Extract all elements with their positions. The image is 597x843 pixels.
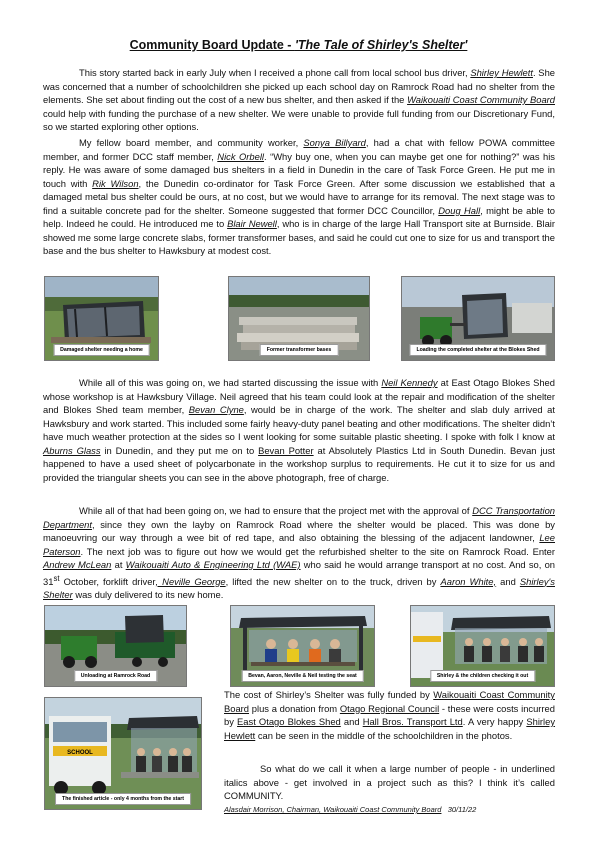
underlined-name: Hall Bros. Transport Ltd [362, 716, 463, 727]
story-paragraph-1 [43, 66, 555, 134]
underlined-name: Blair Newell [227, 218, 277, 229]
text-run: My fellow board member, and community worker, [79, 137, 304, 148]
text-run: - these were costs incurred by [224, 702, 555, 727]
text-run: and [496, 575, 520, 587]
caption-transformer-bases: Former transformer bases [260, 344, 339, 356]
text-run: can be seen in the middle of the schoolchildren in the photos. [255, 729, 513, 741]
caption-loading-shelter: Loading the completed shelter at the Blokes Shed [409, 344, 546, 356]
text-run: , would be in charge of the work. The shelter and slab duly arrived at Hawksbury and work started. This included some fairly heavy-duty panel beating and other modifications. The shelter didn’t have much weather protection at the sides so I went looking for some suitable plastic sheeting. I spoke with folk I know at [43, 404, 556, 442]
text-run: was duly delivered to its new home. [72, 589, 224, 601]
caption-children-checking: Shirley & the children checking it out [430, 670, 535, 682]
text-run: . The next job was to figure out how we would get the refurbished shelter to the site on Ramrock Road. Enter [80, 545, 555, 557]
bus-school-sign: SCHOOL [67, 750, 93, 756]
underlined-name: Bevan Potter [258, 444, 314, 456]
underlined-name: , Neville George [155, 575, 226, 587]
story-paragraph-2 [43, 136, 555, 258]
text-run: This story started back in early July when I received a phone call from local school bus driver, [79, 67, 471, 78]
text-run: , might be able to help. Indeed he could. He introduced me to [43, 204, 556, 229]
text-run: The cost of Shirley’s Shelter was fully funded by [224, 689, 434, 700]
photo-children-checking [410, 605, 555, 687]
text-run: . “Why buy one, when you can maybe get one for nothing?” was his reply. He was aware of some damaged bus shelters in a field in Dunedin in the care of Task Force Green. He put me in touch with [43, 150, 555, 189]
underlined-name: Shirley Hewlett [470, 67, 533, 78]
text-run: October, forklift driver [59, 575, 156, 587]
text-run: While all of that had been going on, we had to ensure that the project met with the approval of [79, 505, 473, 516]
signature-line [224, 805, 476, 814]
photo-loading-shelter [401, 276, 555, 361]
caption-finished-article: The finished article - only 4 months from the start [55, 793, 191, 805]
text-run: and [340, 716, 363, 727]
photo-finished-article [44, 697, 202, 810]
underlined-name: Sonya Billyard [303, 137, 366, 148]
signature-text: Alasdair Morrison, Chairman, Waikouaiti Coast Community Board [224, 805, 442, 814]
underlined-name: Shirley's Shelter [43, 575, 555, 601]
text-run: . She was concerned that a number of schoolchildren she picked up each school day on Ramrock Road had no shelter from the elements. She set about finding out the cost of a new bus shelter, and then asked if the [43, 67, 555, 105]
underlined-name: Aaron White, [440, 575, 497, 587]
caption-damaged-shelter: Damaged shelter needing a home [53, 344, 150, 356]
text-run: , had a chat with fellow POWA committee member, and former DCC staff member, [43, 137, 556, 162]
underlined-name: Waikouaiti Auto & Engineering Ltd (WAE) [125, 559, 301, 570]
photo-unloading [44, 605, 187, 687]
caption-testing-seat: Bevan, Aaron, Neville & Neil testing the seat [241, 670, 364, 682]
photo-transformer-bases [228, 276, 370, 361]
text-run: While all of this was going on, we had started discussing the issue with [79, 377, 382, 388]
text-run: , who is in charge of the large Hall Transport site at Burnside. Blair showed me some large concrete slabs, former transformer bases, and said he could cut one to size for us and transport the base and the bus shelter to Hawksbury at modest cost. [43, 218, 555, 256]
text-run: at Absolutely Plastics Ltd in South Dunedin. Bevan just happened to have a used sheet of polycarbonate in the workshop surplus to requirements. He cut it to size for us and provided the triangular sheets you can see in the above photograph, free of charge. [43, 444, 556, 483]
text-run: at East Otago Blokes Shed whose workshop is at Hawksbury Village. Neil agreed that his team could look at the repair and modification of the shelter and Blokes Shed team member, [43, 377, 555, 415]
story-paragraph-4 [43, 504, 555, 602]
underlined-name: Lee Paterson [43, 532, 555, 557]
signature-date: 30/11/22 [447, 805, 477, 814]
underlined-name: Rik Wilson [92, 177, 139, 189]
underlined-name: Bevan Clyne [188, 404, 244, 415]
text-run: in Dunedin, and they put me on to [100, 444, 259, 456]
underlined-name: Andrew McLean [43, 559, 112, 570]
text-run: plus a donation from [249, 702, 340, 714]
underlined-name: Otago Regional Council [339, 702, 440, 714]
text-run: So what do we call it when a large number of people - in underlined italics above - get involved in a project such as this? I think it’s called COMMUNITY. [224, 763, 555, 801]
underlined-name: Shirley Hewlett [224, 716, 556, 741]
closing-paragraph-2 [224, 762, 555, 803]
page-title: Community Board Update - 'The Tale of Shirley's Shelter' [129, 38, 468, 52]
underlined-name: Aburns Glass [43, 444, 101, 456]
underlined-name: Waikouaiti Coast Community Board [407, 94, 555, 105]
underlined-name: East Otago Blokes Shed [237, 716, 341, 727]
text-run: , since they own the layby on Ramrock Road where the shelter would be placed. This was done by manoeuvring our way through a wee bit of red tape, and also obtaining the blessing of the adjacent landowner, [43, 518, 555, 543]
ordinal-suffix: st [53, 573, 60, 583]
underlined-name: DCC Transportation Department [43, 505, 556, 530]
underlined-name: Doug Hall [438, 204, 481, 216]
text-run: who said he would arrange transport at no cost. And so, on 31 [43, 559, 556, 587]
text-run: could help with funding the purchase of a new shelter. We were unable to provide full funding from our Discretionary Fund, so we started exploring other options. [43, 107, 555, 132]
underlined-name: Nick Orbell [217, 150, 264, 162]
text-run: . A very happy [462, 716, 527, 727]
photo-testing-seat [230, 605, 375, 687]
text-run: , lifted the new shelter on to the truck, driven by [225, 575, 441, 587]
caption-unloading: Unloading at Ramrock Road [74, 670, 157, 682]
closing-paragraph-1 [224, 688, 555, 742]
underlined-name: Neil Kennedy [381, 377, 438, 388]
story-paragraph-3 [43, 376, 555, 484]
text-run: , the Dunedin co-ordinator for Task Force Green. After some discussion we established that a damaged metal bus shelter could be ours, at no cost, but we would have to arrange for its removal. The next stage was to find a suitable concrete pad for the shelter. Someone suggested that former DCC Councillor, [43, 177, 555, 216]
text-run: at [111, 559, 126, 570]
photo-damaged-shelter [44, 276, 159, 361]
underlined-name: Waikouaiti Coast Community Board [224, 689, 555, 714]
